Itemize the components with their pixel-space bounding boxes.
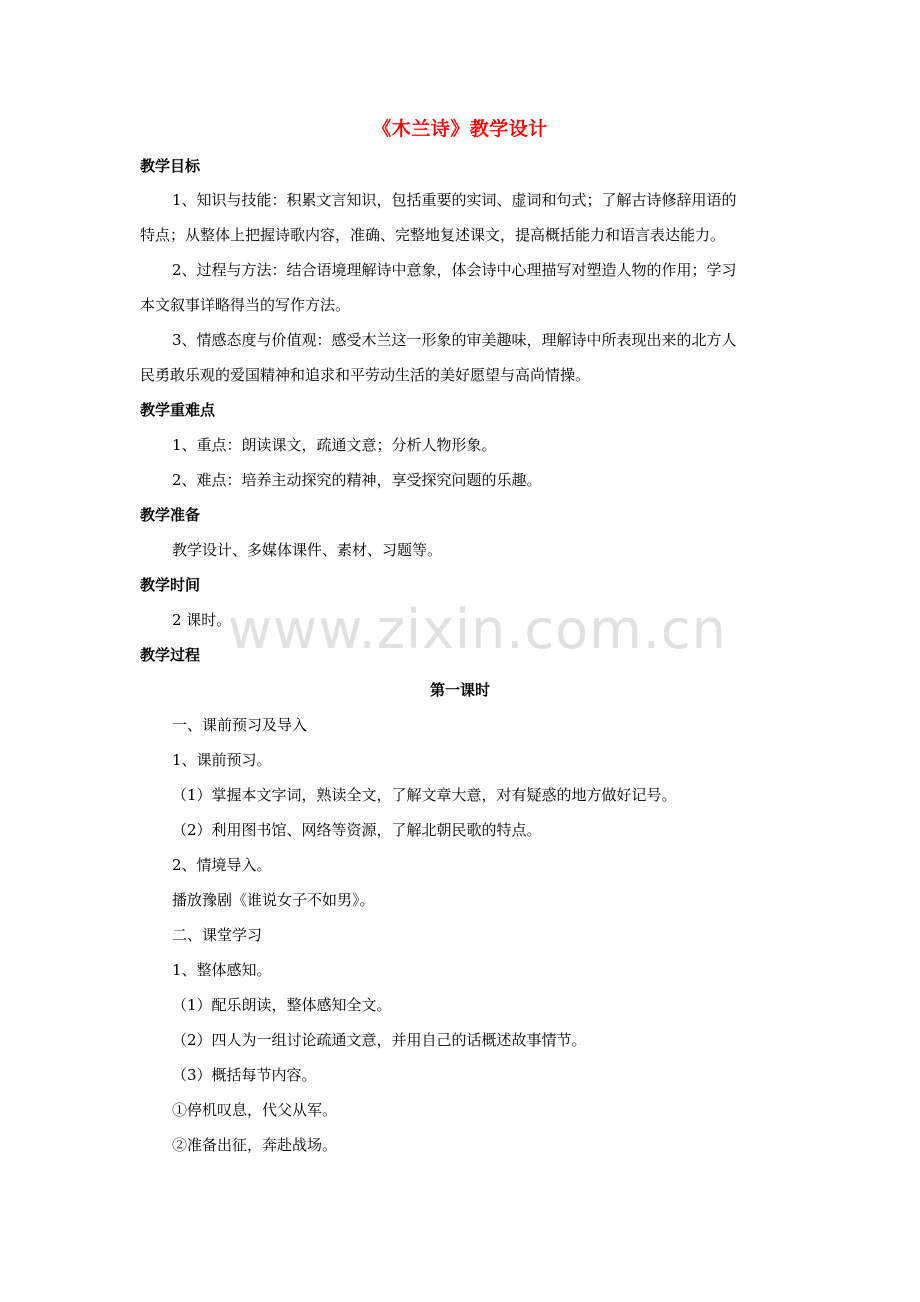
- process-line-10: （2）四人为一组讨论疏通文意，并用自己的话概述故事情节。: [172, 1031, 587, 1049]
- process-line-9: （1）配乐朗读，整体感知全文。: [172, 996, 392, 1014]
- section-heading-preparation: 教学准备: [140, 506, 201, 524]
- process-line-13: ②准备出征，奔赴战场。: [172, 1136, 338, 1154]
- section-heading-process: 教学过程: [140, 646, 201, 664]
- goal-2-line-1: 2、过程与方法：结合语境理解诗中意象，体会诗中心理描写对塑造人物的作用；学习: [172, 261, 737, 279]
- goal-2-line-2: 本文叙事详略得当的写作方法。: [140, 296, 351, 314]
- goal-3-line-2: 民勇敢乐观的爱国精神和追求和平劳动生活的美好愿望与高尚情操。: [140, 366, 591, 384]
- preparation-text: 教学设计、多媒体课件、素材、习题等。: [172, 541, 443, 559]
- process-line-11: （3）概括每节内容。: [172, 1066, 317, 1084]
- goal-1-line-2: 特点；从整体上把握诗歌内容，准确、完整地复述课文，提高概括能力和语言表达能力。: [140, 226, 726, 244]
- section-heading-time: 教学时间: [140, 576, 201, 594]
- key-point-1: 1、重点：朗读课文，疏通文意；分析人物形象。: [172, 436, 497, 454]
- section-heading-key-points: 教学重难点: [140, 401, 216, 419]
- process-line-1: 一、课前预习及导入: [172, 716, 308, 734]
- section-heading-goals: 教学目标: [140, 157, 201, 175]
- process-line-12: ①停机叹息，代父从军。: [172, 1101, 338, 1119]
- process-line-2: 1、课前预习。: [172, 751, 272, 769]
- lesson-title: 第一课时: [429, 681, 490, 699]
- key-point-2: 2、难点：培养主动探究的精神，享受探究问题的乐趣。: [172, 471, 542, 489]
- document-title: 《木兰诗》教学设计: [372, 118, 548, 140]
- process-line-5: 2、情境导入。: [172, 856, 272, 874]
- process-line-6: 播放豫剧《谁说女子不如男》。: [172, 891, 375, 909]
- goal-1-line-1: 1、知识与技能：积累文言知识，包括重要的实词、虚词和句式；了解古诗修辞用语的: [172, 191, 737, 209]
- time-text: 2 课时。: [172, 611, 232, 629]
- watermark: www.zixin.com.cn: [228, 598, 727, 661]
- process-line-3: （1）掌握本文字词，熟读全文，了解文章大意，对有疑惑的地方做好记号。: [172, 786, 677, 804]
- process-line-8: 1、整体感知。: [172, 961, 272, 979]
- process-line-4: （2）利用图书馆、网络等资源，了解北朝民歌的特点。: [172, 821, 542, 839]
- process-line-7: 二、课堂学习: [172, 926, 263, 944]
- goal-3-line-1: 3、情感态度与价值观：感受木兰这一形象的审美趣味，理解诗中所表现出来的北方人: [172, 331, 737, 349]
